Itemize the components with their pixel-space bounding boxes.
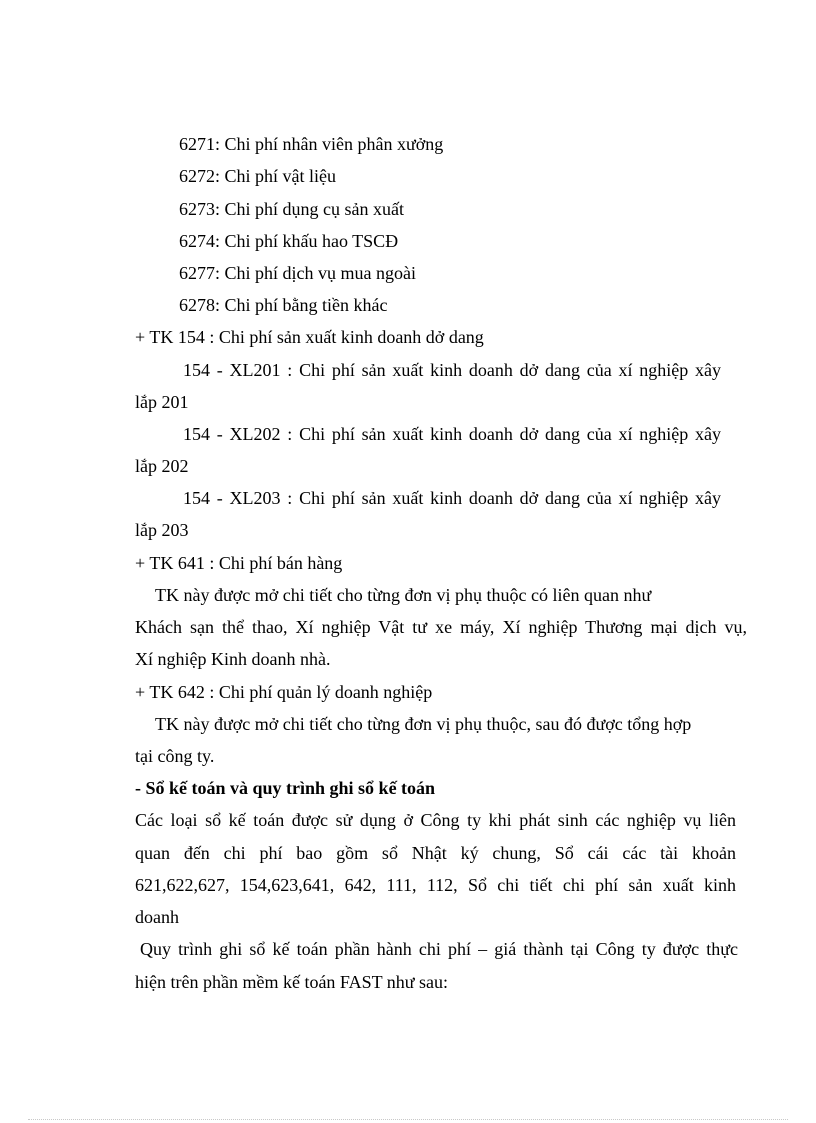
books-paragraph-line-1: Các loại sổ kế toán được sử dụng ở Công ty khi phát sinh các nghiệp vụ liên	[135, 810, 736, 830]
account-6273-line: 6273: Chi phí dụng cụ sản xuất	[179, 199, 404, 219]
tk641-heading: + TK 641 : Chi phí bán hàng	[135, 553, 343, 573]
tk154-xl203-continuation: lắp 203	[135, 520, 189, 540]
tk154-xl201-line: 154 - XL201 : Chi phí sản xuất kinh doanh dở dang của xí nghiệp xây	[183, 360, 721, 380]
account-6277-line: 6277: Chi phí dịch vụ mua ngoài	[179, 263, 416, 283]
tk642-desc-line-1: TK này được mở chi tiết cho từng đơn vị phụ thuộc, sau đó được tổng hợp	[155, 714, 692, 734]
process-paragraph-line-2: hiện trên phần mềm kế toán FAST như sau:	[135, 972, 449, 992]
tk642-heading: + TK 642 : Chi phí quản lý doanh nghiệp	[135, 682, 433, 702]
tk154-xl202-line: 154 - XL202 : Chi phí sản xuất kinh doanh dở dang của xí nghiệp xây	[183, 424, 721, 444]
tk154-xl201-continuation: lắp 201	[135, 392, 189, 412]
tk154-xl203-line: 154 - XL203 : Chi phí sản xuất kinh doanh dở dang của xí nghiệp xây	[183, 488, 721, 508]
account-6274-line: 6274: Chi phí khấu hao TSCĐ	[179, 231, 399, 251]
tk154-heading: + TK 154 : Chi phí sản xuất kinh doanh dở dang	[135, 327, 484, 347]
tk154-xl202-continuation: lắp 202	[135, 456, 189, 476]
books-paragraph-line-4: doanh	[135, 907, 179, 927]
tk641-desc-line-1: TK này được mở chi tiết cho từng đơn vị phụ thuộc có liên quan như	[155, 585, 652, 605]
tk641-desc-line-3: Xí nghiệp Kinh doanh nhà.	[135, 649, 331, 669]
books-paragraph-line-3: 621,622,627, 154,623,641, 642, 111, 112, Sổ chi tiết chi phí sản xuất kinh	[135, 875, 736, 895]
account-6278-line: 6278: Chi phí bằng tiền khác	[179, 295, 388, 315]
page-bottom-divider	[28, 1119, 788, 1120]
account-6271-line: 6271: Chi phí nhân viên phân xưởng	[179, 134, 444, 154]
tk642-desc-line-2: tại công ty.	[135, 746, 215, 766]
section-heading: - Sổ kế toán và quy trình ghi sổ kế toán	[135, 778, 436, 798]
account-6272-line: 6272: Chi phí vật liệu	[179, 166, 336, 186]
books-paragraph-line-2: quan đến chi phí bao gồm sổ Nhật ký chung, Sổ cái các tài khoản	[135, 843, 736, 863]
tk641-desc-line-2: Khách sạn thể thao, Xí nghiệp Vật tư xe máy, Xí nghiệp Thương mại dịch vụ,	[135, 617, 747, 637]
process-paragraph-line-1: Quy trình ghi sổ kế toán phần hành chi phí – giá thành tại Công ty được thực	[140, 939, 738, 959]
